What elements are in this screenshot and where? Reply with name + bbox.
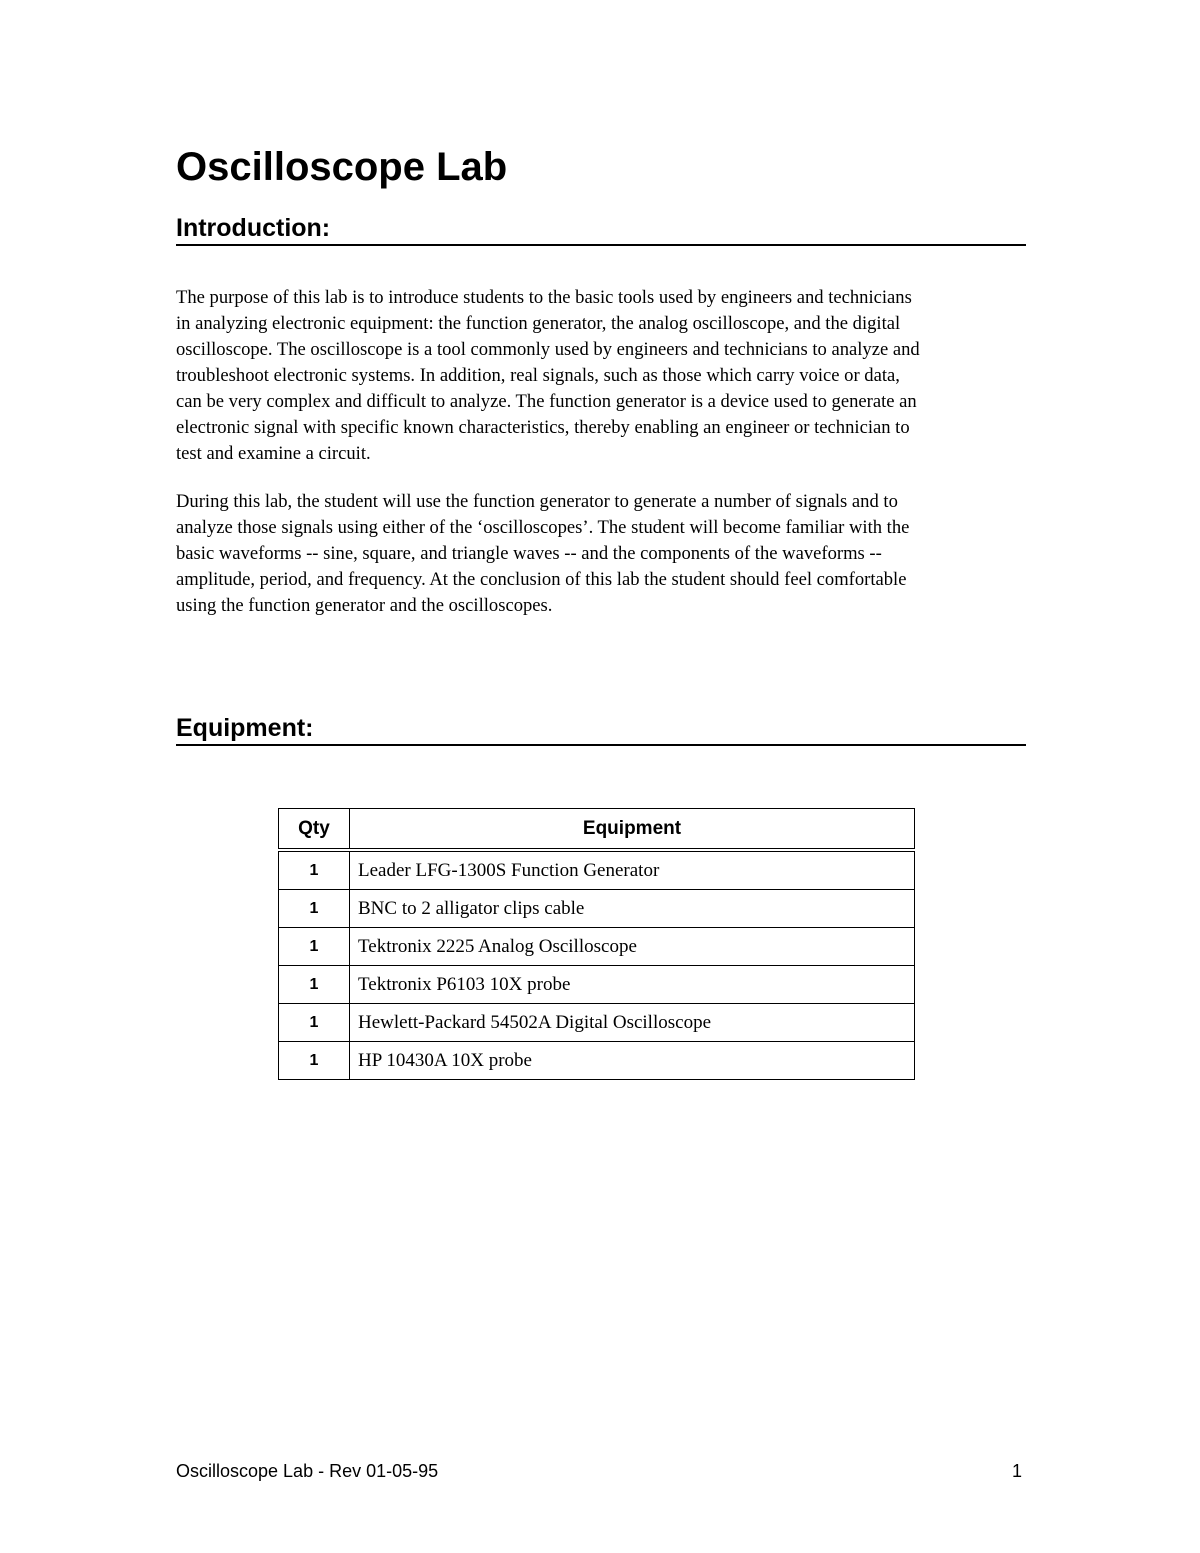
qty-cell: 1 (279, 1042, 350, 1080)
paragraph-line: amplitude, period, and frequency. At the conclusion of this lab the student should feel comfortable (176, 569, 907, 590)
equipment-column-header: Equipment (350, 809, 915, 851)
paragraph-line: can be very complex and difficult to analyze. The function generator is a device used to generate an (176, 391, 917, 412)
qty-cell: 1 (279, 1004, 350, 1042)
table-row (279, 850, 915, 890)
equipment-table (278, 808, 915, 1080)
equipment-cell: Hewlett-Packard 54502A Digital Oscilloscope (350, 1004, 915, 1042)
footer-revision: Oscilloscope Lab - Rev 01-05-95 (176, 1461, 439, 1481)
qty-cell: 1 (279, 966, 350, 1004)
table-row (279, 966, 915, 1004)
equipment-cell: HP 10430A 10X probe (350, 1042, 915, 1080)
table-row (279, 1042, 915, 1080)
introduction-heading: Introduction: (176, 213, 1026, 246)
equipment-cell: Leader LFG-1300S Function Generator (350, 850, 915, 890)
equipment-cell: Tektronix 2225 Analog Oscilloscope (350, 928, 915, 966)
paragraph-line: electronic signal with specific known characteristics, thereby enabling an engineer or technician to (176, 417, 910, 438)
paragraph-line: troubleshoot electronic systems. In addition, real signals, such as those which carry voice or data, (176, 365, 900, 386)
paragraph-line: analyze those signals using either of the ‘oscilloscopes’. The student will become familiar with the (176, 517, 910, 538)
qty-column-header: Qty (279, 809, 350, 851)
page-title: Oscilloscope Lab (176, 145, 508, 189)
table-row (279, 1004, 915, 1042)
qty-cell: 1 (279, 928, 350, 966)
table-header-row (279, 809, 915, 851)
paragraph-line: oscilloscope. The oscilloscope is a tool commonly used by engineers and technicians to analyze and (176, 339, 920, 360)
table-row (279, 928, 915, 966)
paragraph-line: in analyzing electronic equipment: the function generator, the analog oscilloscope, and the digital (176, 313, 901, 334)
page-number: 1 (1012, 1461, 1023, 1481)
qty-cell: 1 (279, 850, 350, 890)
paragraph-line: using the function generator and the oscilloscopes. (176, 595, 553, 616)
equipment-heading: Equipment: (176, 713, 1026, 746)
paragraph-line: During this lab, the student will use the function generator to generate a number of signals and to (176, 491, 898, 512)
paragraph-line: The purpose of this lab is to introduce students to the basic tools used by engineers and technicians (176, 287, 912, 308)
paragraph-line: test and examine a circuit. (176, 443, 371, 464)
qty-cell: 1 (279, 890, 350, 928)
introduction-paragraph-2 (176, 489, 1036, 619)
paragraph-line: basic waveforms -- sine, square, and triangle waves -- and the components of the waveforms -- (176, 543, 882, 564)
equipment-cell: Tektronix P6103 10X probe (350, 966, 915, 1004)
introduction-paragraph-1 (176, 285, 1036, 467)
table-row (279, 890, 915, 928)
equipment-cell: BNC to 2 alligator clips cable (350, 890, 915, 928)
